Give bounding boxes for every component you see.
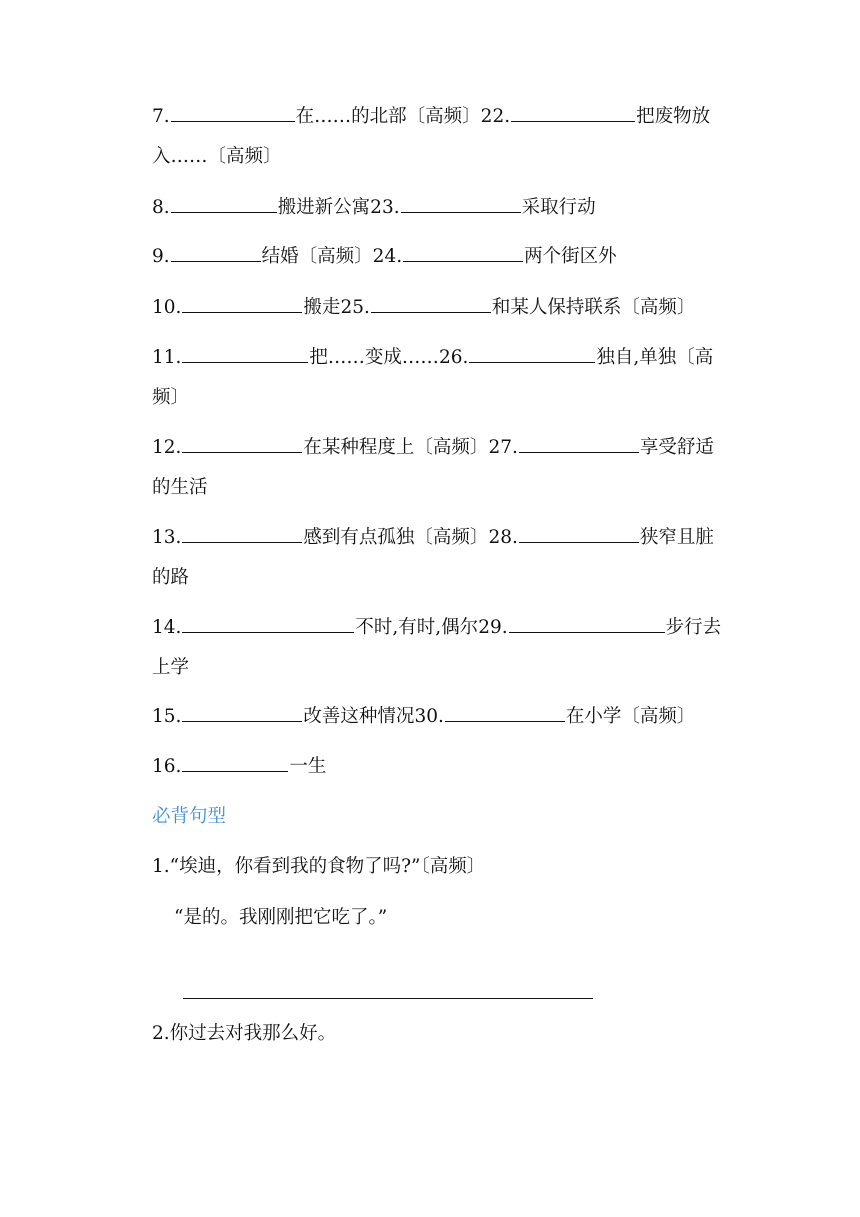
phrase-meaning: 一生 (289, 756, 327, 777)
phrase-meaning: 改善这种情况 (303, 706, 415, 727)
phrase-row-16 (152, 747, 732, 787)
item-number: 8. (152, 197, 170, 218)
item-number: 26. (438, 347, 469, 368)
phrase-meaning: 把废物放入……〔高频〕 (152, 106, 711, 167)
answer-blank[interactable] (403, 243, 523, 262)
phrase-meaning: 步行去上学 (152, 617, 722, 678)
phrase-row-10 (152, 288, 732, 328)
answer-blank[interactable] (182, 753, 288, 772)
answer-blank[interactable] (182, 344, 308, 363)
answer-blank[interactable] (519, 434, 639, 453)
phrase-row-12 (152, 428, 732, 508)
phrase-row-7 (152, 97, 732, 177)
item-number: 11. (152, 347, 182, 368)
phrase-meaning: 两个街区外 (524, 246, 617, 267)
item-number: 22. (480, 106, 511, 127)
phrase-row-13 (152, 518, 732, 598)
item-number: 15. (152, 706, 182, 727)
phrase-meaning: 享受舒适的生活 (152, 437, 714, 498)
answer-blank[interactable] (371, 294, 491, 313)
phrase-meaning: 结婚〔高频〕 (261, 246, 373, 267)
item-number: 25. (340, 297, 370, 318)
answer-blank[interactable] (182, 294, 302, 313)
phrase-meaning: 采取行动 (521, 197, 596, 218)
phrase-row-15 (152, 697, 732, 737)
item-number: 16. (152, 756, 182, 777)
phrase-meaning: 不时,有时,偶尔 (355, 617, 479, 638)
sentence-1-answer: “是的。我刚刚把它吃了。” (174, 907, 388, 928)
answer-blank[interactable] (182, 614, 354, 633)
phrase-meaning: 和某人保持联系〔高频〕 (491, 297, 696, 318)
answer-blank[interactable] (182, 434, 302, 453)
phrase-meaning: 感到有点孤独〔高频〕 (303, 527, 489, 548)
phrase-row-8 (152, 188, 732, 228)
answer-blank[interactable] (182, 524, 302, 543)
answer-blank[interactable] (509, 614, 665, 633)
answer-blank[interactable] (469, 344, 595, 363)
item-number: 29. (478, 617, 508, 638)
item-number: 14. (152, 617, 182, 638)
phrase-meaning: 搬进新公寓 (277, 197, 371, 218)
phrase-meaning: 狭窄且脏的路 (152, 527, 714, 588)
sentence-1-question: 1.“埃迪，你看到我的食物了吗?”〔高频〕 (152, 856, 486, 877)
answer-blank[interactable] (182, 703, 302, 722)
phrase-meaning: 独自,单独〔高频〕 (152, 347, 714, 408)
item-number: 27. (488, 437, 518, 458)
item-number: 30. (414, 706, 444, 727)
translation-answer-line[interactable] (183, 998, 593, 999)
answer-blank[interactable] (401, 194, 521, 213)
phrase-meaning: 搬走 (303, 297, 341, 318)
section-title: 必背句型 (152, 806, 227, 827)
phrase-meaning: 把……变成…… (309, 347, 439, 368)
phrase-row-11 (152, 338, 732, 418)
answer-blank[interactable] (519, 524, 639, 543)
answer-blank[interactable] (171, 194, 277, 213)
item-number: 28. (488, 527, 518, 548)
item-number: 23. (370, 197, 400, 218)
phrase-meaning: 在某种程度上〔高频〕 (303, 437, 489, 458)
phrase-row-14 (152, 608, 732, 688)
item-number: 24. (372, 246, 403, 267)
phrase-meaning: 在……的北部〔高频〕 (295, 106, 481, 127)
item-number: 12. (152, 437, 182, 458)
item-number: 13. (152, 527, 182, 548)
answer-blank[interactable] (171, 103, 295, 122)
item-number: 10. (152, 297, 182, 318)
item-number: 7. (152, 106, 170, 127)
answer-blank[interactable] (511, 103, 635, 122)
item-number: 9. (152, 246, 170, 267)
phrase-row-9 (152, 237, 732, 277)
sentence-2: 2.你过去对我那么好。 (152, 1023, 337, 1044)
answer-blank[interactable] (171, 243, 261, 262)
answer-blank[interactable] (445, 703, 565, 722)
phrase-meaning: 在小学〔高频〕 (565, 706, 696, 727)
